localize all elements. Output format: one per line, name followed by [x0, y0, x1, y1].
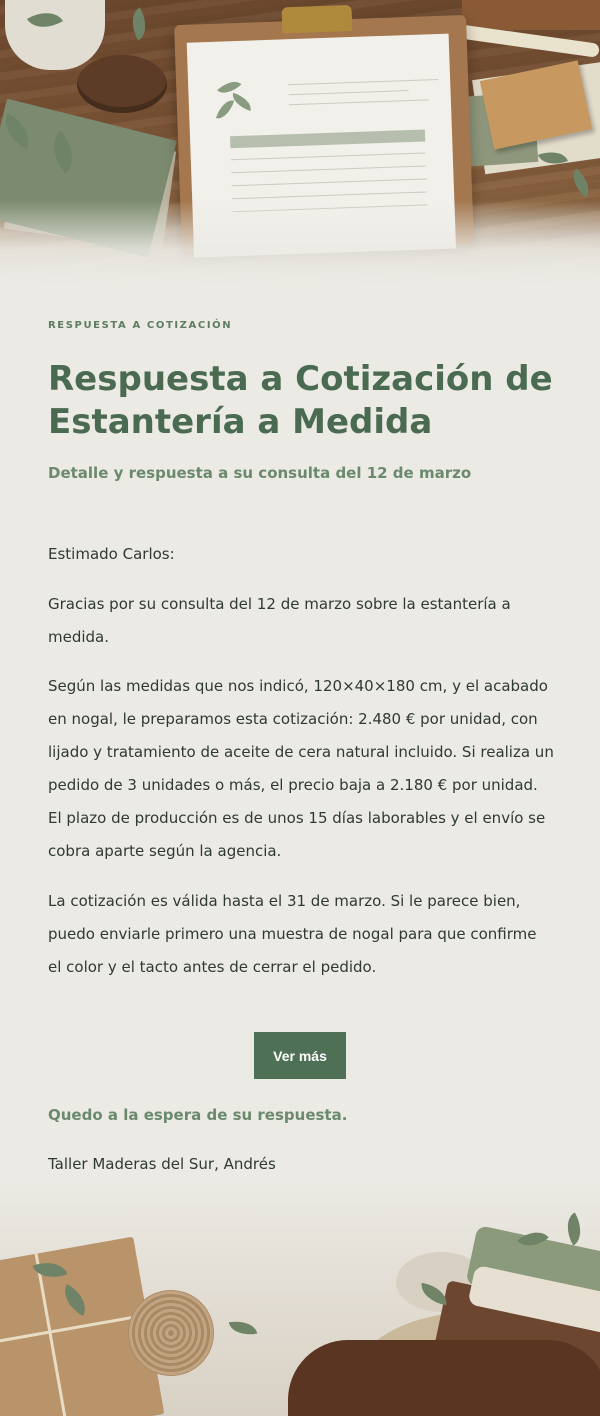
clipboard-clip — [282, 5, 353, 33]
wooden-box — [462, 0, 600, 30]
footer-image — [0, 1180, 600, 1416]
eucalyptus-leaf-icon — [559, 1212, 589, 1245]
header-fade — [0, 200, 600, 290]
subtitle: Detalle y respuesta a su consulta del 12 de marzo — [48, 464, 472, 482]
closing-line: Quedo a la espera de su respuesta. — [48, 1106, 348, 1124]
ver-mas-button[interactable]: Ver más — [254, 1032, 346, 1079]
eucalyptus-leaf-icon — [229, 1318, 257, 1338]
kicker-label: RESPUESTA A COTIZACIÓN — [48, 320, 233, 331]
paragraph-validity: La cotización es válida hasta el 31 de marzo. Si le parece bien, puedo enviarle primero una muestra de nogal para que confirme el color y el tacto antes de cerrar el pedido. — [48, 892, 537, 976]
page-title: Respuesta a Cotización de Estantería a Medida — [48, 359, 553, 442]
wooden-chair — [288, 1340, 600, 1416]
signature: Taller Maderas del Sur, Andrés — [48, 1155, 276, 1173]
twine-spool — [128, 1290, 214, 1376]
bowl-with-clips — [77, 55, 167, 113]
paragraph-quote-details: Según las medidas que nos indicó, 120×40×180 cm, y el acabado en nogal, le preparamos esta cotización: 2.480 € por unidad, con lijado y tratamiento de aceite de cera natural incluido. Si realiza un pedido de 3 unidades o más, el precio baja a 2.180 € por unidad. El plazo de producción es de unos 15 días laborables y el envío se cobra aparte según la agencia. — [48, 677, 554, 860]
greeting: Estimado Carlos: — [48, 545, 175, 563]
paragraph-thanks: Gracias por su consulta del 12 de marzo sobre la estantería a medida. — [48, 595, 511, 646]
header-image — [0, 0, 600, 290]
